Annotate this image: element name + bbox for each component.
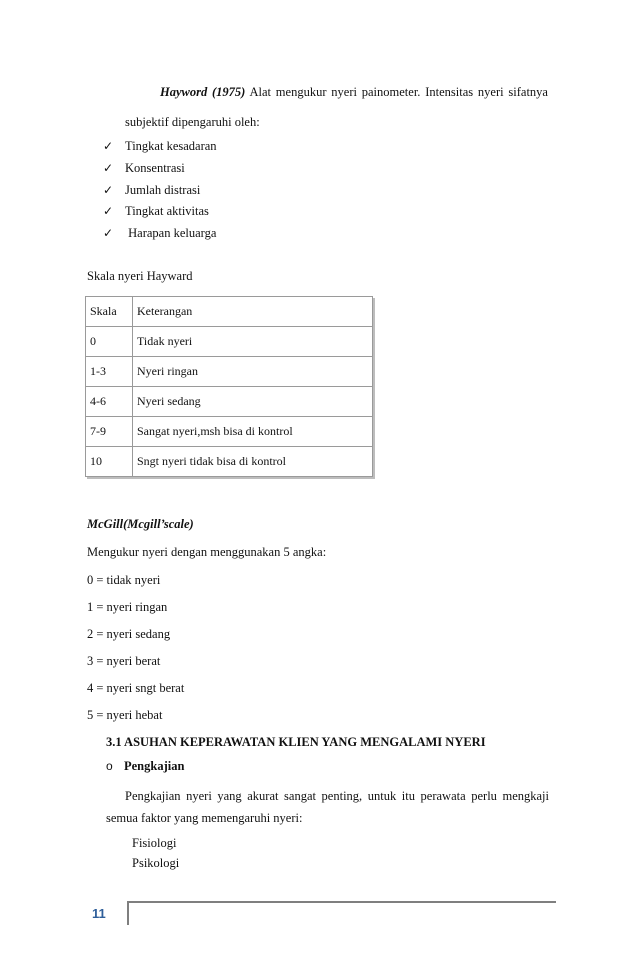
table-cell: 1-3 <box>86 357 133 387</box>
check-item-label: Harapan keluarga <box>125 226 217 240</box>
hollow-bullet-icon: o <box>106 759 113 773</box>
intro-line-1 <box>160 84 548 100</box>
table-cell: Nyeri ringan <box>133 357 373 387</box>
section-heading: 3.1 ASUHAN KEPERAWATAN KLIEN YANG MENGALAMI NYERI <box>106 735 486 749</box>
checkmark-icon: ✓ <box>103 183 114 197</box>
hayward-table <box>85 296 373 477</box>
table-header-cell: Skala <box>86 297 133 327</box>
footer-rule <box>127 901 556 903</box>
table-cell: 10 <box>86 447 133 477</box>
mcgill-item: 3 = nyeri berat <box>87 654 161 668</box>
table-cell: 7-9 <box>86 417 133 447</box>
intro-line-2: subjektif dipengaruhi oleh: <box>125 115 260 129</box>
check-item <box>103 225 216 241</box>
table-cell: Sangat nyeri,msh bisa di kontrol <box>133 417 373 447</box>
table-row <box>86 447 373 477</box>
paragraph-line-1: Pengkajian nyeri yang akurat sangat penting, untuk itu perawata perlu mengkaji <box>125 789 549 803</box>
mcgill-item: 5 = nyeri hebat <box>87 708 163 722</box>
checkmark-icon: ✓ <box>103 226 114 240</box>
footer-divider <box>127 903 129 925</box>
subheading-label: Pengkajian <box>124 759 185 773</box>
paragraph-line-2: semua faktor yang memengaruhi nyeri: <box>106 811 303 825</box>
table-row <box>86 357 373 387</box>
page-number: 11 <box>92 906 106 921</box>
mcgill-title: McGill(Mcgill’scale) <box>87 517 194 531</box>
table-cell: 0 <box>86 327 133 357</box>
check-item-label: Jumlah distrasi <box>125 183 201 197</box>
check-item-label: Tingkat kesadaran <box>125 139 217 153</box>
table-row <box>86 417 373 447</box>
hayward-title: Skala nyeri Hayward <box>87 269 193 283</box>
checkmark-icon: ✓ <box>103 139 114 153</box>
table-row <box>86 327 373 357</box>
table-header-row <box>86 297 373 327</box>
subheading <box>106 758 184 774</box>
table-cell: Sngt nyeri tidak bisa di kontrol <box>133 447 373 477</box>
factor-item: Fisiologi <box>132 836 177 850</box>
mcgill-item: 4 = nyeri sngt berat <box>87 681 185 695</box>
mcgill-item: 2 = nyeri sedang <box>87 627 171 641</box>
table-cell: 4-6 <box>86 387 133 417</box>
mcgill-item: 0 = tidak nyeri <box>87 573 161 587</box>
check-item <box>103 160 185 176</box>
mcgill-intro: Mengukur nyeri dengan menggunakan 5 angka: <box>87 545 327 559</box>
table-cell: Nyeri sedang <box>133 387 373 417</box>
table-header-cell: Keterangan <box>133 297 373 327</box>
check-item-label: Konsentrasi <box>125 161 185 175</box>
check-item-label: Tingkat aktivitas <box>125 204 209 218</box>
check-item <box>103 203 209 219</box>
check-item <box>103 182 200 198</box>
author-citation: Hayword (1975) <box>160 85 246 99</box>
mcgill-item: 1 = nyeri ringan <box>87 600 168 614</box>
check-item <box>103 138 217 154</box>
intro-line-1-text: Alat mengukur nyeri painometer. Intensitas nyeri sifatnya <box>245 85 548 99</box>
checkmark-icon: ✓ <box>103 161 114 175</box>
checkmark-icon: ✓ <box>103 204 114 218</box>
table-row <box>86 387 373 417</box>
factor-item: Psikologi <box>132 856 180 870</box>
table-cell: Tidak nyeri <box>133 327 373 357</box>
